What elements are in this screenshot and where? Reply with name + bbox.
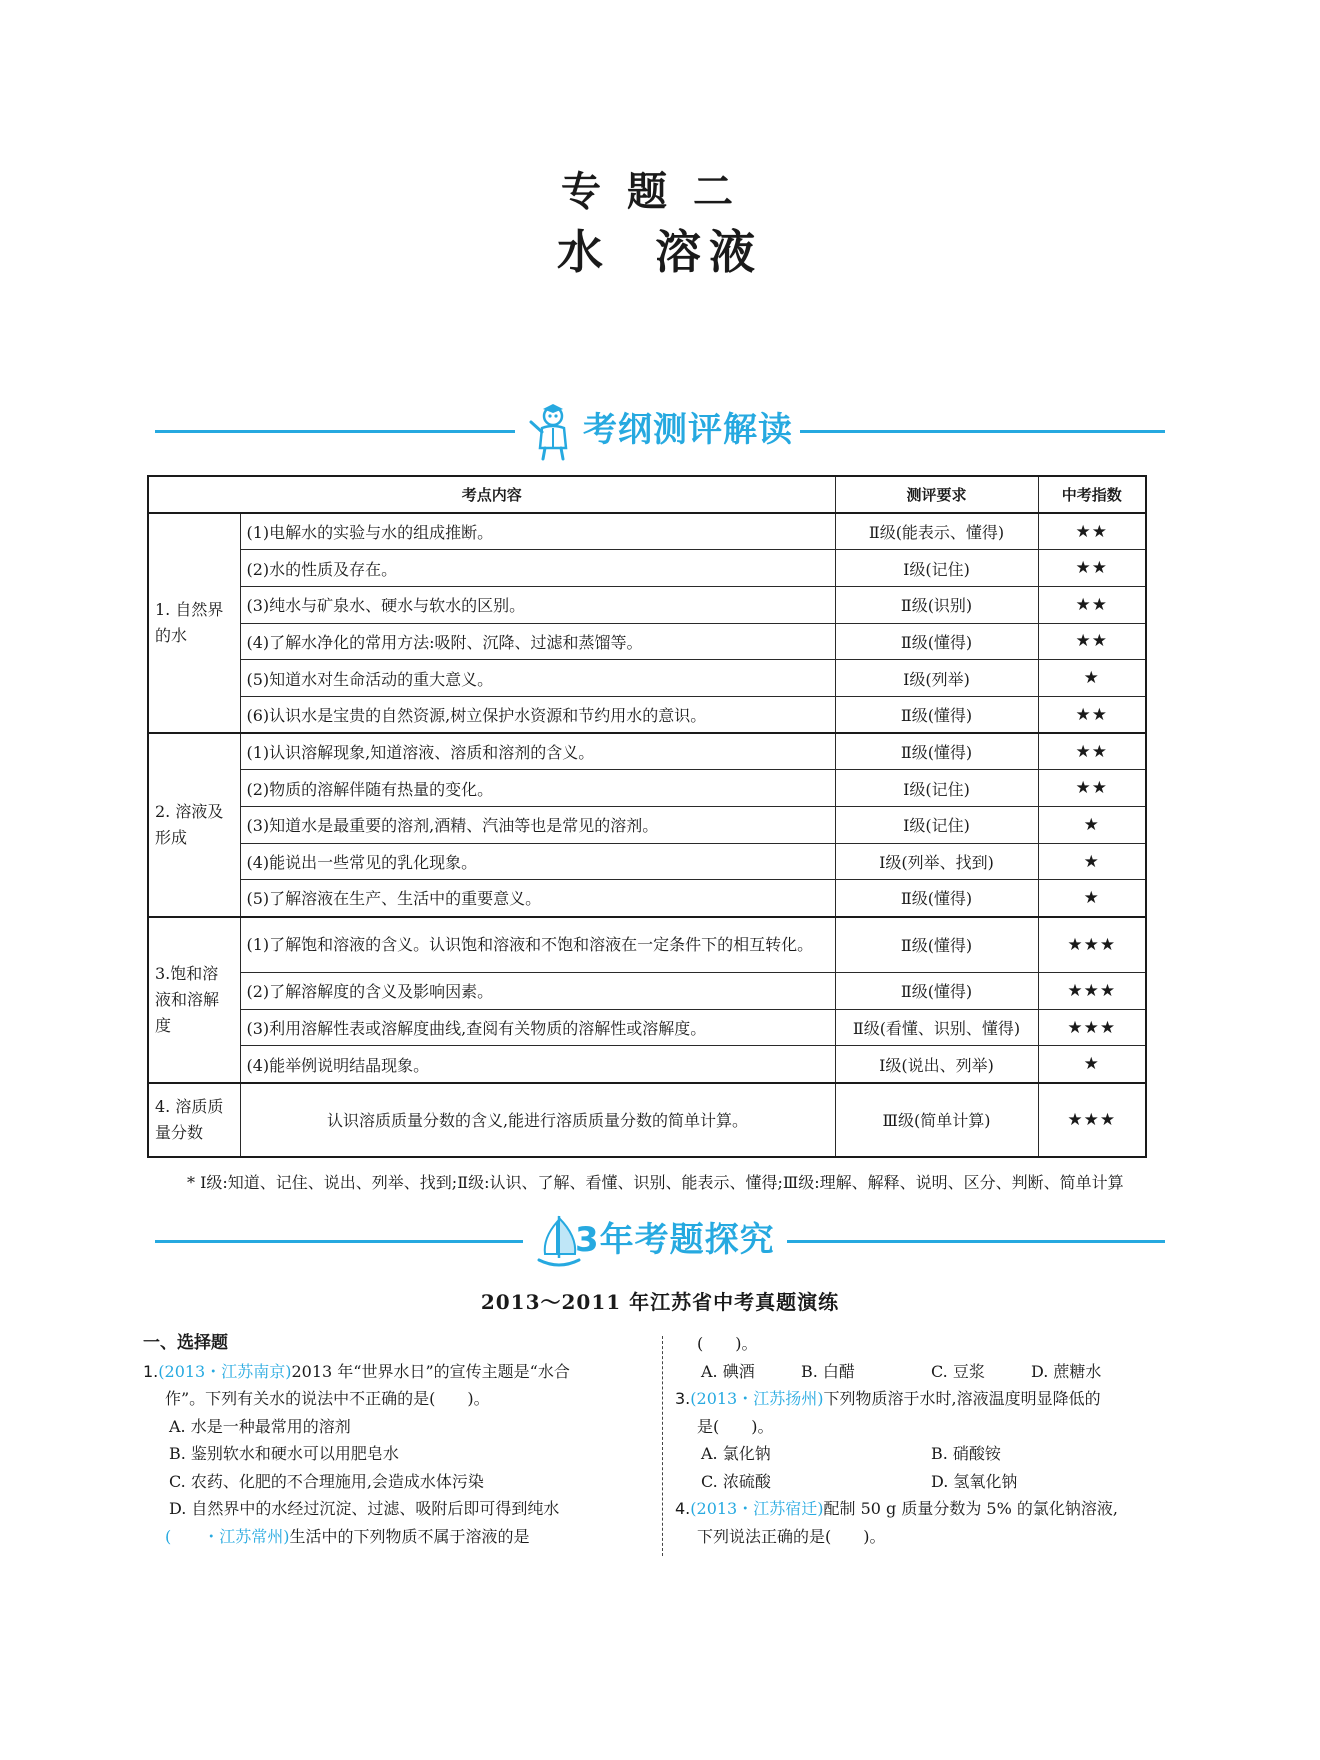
- star-rating: ★: [1038, 660, 1146, 697]
- requirement-cell: Ⅱ级(懂得): [835, 880, 1038, 917]
- star-rating: ★★: [1038, 733, 1146, 770]
- requirement-cell: Ⅰ级(记住): [835, 770, 1038, 807]
- requirement-cell: Ⅱ级(懂得): [835, 696, 1038, 733]
- table-group-4: [148, 1083, 1146, 1157]
- option-b: B. 白醋: [801, 1361, 855, 1381]
- requirement-cell: Ⅱ级(识别): [835, 586, 1038, 623]
- requirement-cell: Ⅱ级(懂得): [835, 917, 1038, 973]
- content-cell: (2)水的性质及存在。: [240, 550, 835, 587]
- question-stem-cont: 下列说法正确的是( )。: [697, 1526, 886, 1546]
- table-row: [148, 843, 1146, 880]
- section-header-syllabus: [155, 396, 1165, 466]
- table-row: [148, 807, 1146, 844]
- star-rating: ★: [1038, 843, 1146, 880]
- question-3: [675, 1385, 1185, 1413]
- table-row: [148, 880, 1146, 917]
- option-c: C. 农药、化肥的不合理施用,会造成水体污染: [169, 1471, 484, 1491]
- star-rating: ★★★: [1038, 917, 1146, 973]
- question-stem-cont: 作”。下列有关水的说法中不正确的是( )。: [165, 1389, 490, 1408]
- table-row: [148, 586, 1146, 623]
- question-stem: 2013 年“世界水日”的宣传主题是“水合: [291, 1361, 570, 1381]
- table-header-row: [148, 476, 1146, 513]
- table-row: [148, 917, 1146, 973]
- content-cell: (6)认识水是宝贵的自然资源,树立保护水资源和节约用水的意识。: [240, 696, 835, 733]
- question-source: ( ・江苏常州): [165, 1526, 290, 1546]
- option-b: B. 鉴别软水和硬水可以用肥皂水: [169, 1444, 399, 1463]
- question-source: (2013・江苏南京): [158, 1361, 292, 1381]
- star-rating: ★★: [1038, 696, 1146, 733]
- exam-practice-title: 2013～2011 年江苏省中考真题演练: [480, 1290, 840, 1314]
- question-stem: 下列物质溶于水时,溶液温度明显降低的: [823, 1389, 1101, 1408]
- question-4: [675, 1495, 1185, 1523]
- question-number: 3.: [675, 1389, 691, 1408]
- section-title-syllabus: 考纲测评解读: [583, 410, 793, 450]
- question-stem-cont: ( )。: [697, 1334, 758, 1353]
- option-b: B. 硝酸铵: [931, 1444, 1001, 1463]
- content-cell: (1)认识溶解现象,知道溶液、溶质和溶剂的含义。: [240, 733, 835, 770]
- chapter-number: 专题二: [561, 169, 759, 215]
- content-cell: (3)利用溶解性表或溶解度曲线,查阅有关物质的溶解性或溶解度。: [240, 1009, 835, 1046]
- question-source: (2013・江苏扬州): [690, 1389, 824, 1408]
- question-2: [143, 1523, 653, 1551]
- requirement-cell: Ⅱ级(懂得): [835, 623, 1038, 660]
- option-d: D. 自然界中的水经过沉淀、过滤、吸附后即可得到纯水: [169, 1499, 560, 1518]
- option-c: C. 浓硫酸: [701, 1471, 771, 1491]
- option-a: A. 碘酒: [701, 1361, 755, 1381]
- requirement-cell: Ⅰ级(列举、找到): [835, 843, 1038, 880]
- section-header-exams: [155, 1206, 1165, 1276]
- requirement-cell: Ⅰ级(列举): [835, 660, 1038, 697]
- header-rule-right: [787, 1240, 1165, 1243]
- option-d: D. 氢氧化钠: [931, 1471, 1018, 1491]
- table-row: [148, 550, 1146, 587]
- option-c: C. 豆浆: [931, 1361, 985, 1381]
- content-cell: (3)纯水与矿泉水、硬水与软水的区别。: [240, 586, 835, 623]
- options-row: [675, 1358, 1185, 1386]
- content-cell: (5)了解溶液在生产、生活中的重要意义。: [240, 880, 835, 917]
- question-column-left: [143, 1330, 653, 1550]
- star-rating: ★★★: [1038, 1083, 1146, 1157]
- question-number: 1.: [143, 1361, 159, 1381]
- star-rating: ★★★: [1038, 973, 1146, 1010]
- star-rating: ★: [1038, 807, 1146, 844]
- category-cell: 3.饱和溶液和溶解度: [148, 917, 240, 1083]
- table-row: [148, 1009, 1146, 1046]
- content-cell: (4)了解水净化的常用方法:吸附、沉降、过滤和蒸馏等。: [240, 623, 835, 660]
- category-cell: 2. 溶液及形成: [148, 733, 240, 916]
- category-cell: 1. 自然界的水: [148, 513, 240, 733]
- star-rating: ★★: [1038, 513, 1146, 550]
- table-row: [148, 696, 1146, 733]
- content-cell: (3)知道水是最重要的溶剂,酒精、汽油等也是常见的溶剂。: [240, 807, 835, 844]
- content-cell: (1)了解饱和溶液的含义。认识饱和溶液和不饱和溶液在一定条件下的相互转化。: [240, 917, 835, 973]
- requirement-cell: Ⅱ级(看懂、识别、懂得): [835, 1009, 1038, 1046]
- table-row: [148, 733, 1146, 770]
- table-row: [148, 623, 1146, 660]
- requirement-cell: Ⅱ级(懂得): [835, 733, 1038, 770]
- chapter-name-part1: 水: [557, 225, 611, 279]
- table-group-2: [148, 733, 1146, 916]
- question-1: [143, 1358, 653, 1386]
- section-title-exams: 3年考题探究: [575, 1220, 775, 1260]
- table-row: [148, 1083, 1146, 1157]
- star-rating: ★★★: [1038, 1009, 1146, 1046]
- requirement-cell: Ⅰ级(说出、列举): [835, 1046, 1038, 1083]
- header-rule-left: [155, 430, 515, 433]
- requirement-cell: Ⅰ级(记住): [835, 807, 1038, 844]
- header-requirement: 测评要求: [835, 476, 1038, 513]
- content-cell: (2)物质的溶解伴随有热量的变化。: [240, 770, 835, 807]
- question-stem-cont: 是( )。: [697, 1416, 774, 1436]
- content-cell: (2)了解溶解度的含义及影响因素。: [240, 973, 835, 1010]
- table-row: [148, 973, 1146, 1010]
- header-rule-right: [800, 430, 1165, 433]
- star-rating: ★★: [1038, 550, 1146, 587]
- category-cell: 4. 溶质质量分数: [148, 1083, 240, 1157]
- table-row: [148, 770, 1146, 807]
- column-divider: [662, 1336, 663, 1556]
- star-rating: ★: [1038, 880, 1146, 917]
- content-cell: (4)能举例说明结晶现象。: [240, 1046, 835, 1083]
- question-source: (2013・江苏宿迁): [690, 1499, 824, 1518]
- chapter-title: [0, 168, 1320, 280]
- table-row: [148, 513, 1146, 550]
- requirement-cell: Ⅰ级(记住): [835, 550, 1038, 587]
- content-cell: (1)电解水的实验与水的组成推断。: [240, 513, 835, 550]
- question-column-right: [675, 1330, 1185, 1550]
- options-row: [675, 1440, 1185, 1468]
- star-rating: ★★: [1038, 586, 1146, 623]
- content-cell: 认识溶质质量分数的含义,能进行溶质质量分数的简单计算。: [240, 1083, 835, 1157]
- content-cell: (5)知道水对生命活动的重大意义。: [240, 660, 835, 697]
- requirement-cell: Ⅱ级(能表示、懂得): [835, 513, 1038, 550]
- chapter-name-part2: 溶液: [655, 225, 763, 279]
- requirement-cell: Ⅲ级(简单计算): [835, 1083, 1038, 1157]
- table-group-3: [148, 917, 1146, 1083]
- requirement-cell: Ⅱ级(懂得): [835, 973, 1038, 1010]
- header-index: 中考指数: [1038, 476, 1146, 513]
- teacher-mascot-icon: [523, 402, 577, 462]
- question-stem: 生活中的下列物质不属于溶液的是: [289, 1526, 530, 1546]
- table-group-1: [148, 513, 1146, 733]
- syllabus-table: [147, 475, 1147, 1158]
- option-d: D. 蔗糖水: [1031, 1361, 1102, 1381]
- question-stem: 配制 50 g 质量分数为 5% 的氯化钠溶液,: [823, 1499, 1118, 1518]
- chapter-name: [0, 224, 1320, 280]
- option-a: A. 氯化钠: [701, 1444, 771, 1463]
- header-rule-left: [155, 1240, 523, 1243]
- star-rating: ★★: [1038, 623, 1146, 660]
- option-a: A. 水是一种最常用的溶剂: [169, 1416, 351, 1436]
- table-row: [148, 660, 1146, 697]
- header-content: 考点内容: [148, 476, 835, 513]
- table-row: [148, 1046, 1146, 1083]
- section-label-choice: 一、选择题: [143, 1333, 228, 1353]
- content-cell: (4)能说出一些常见的乳化现象。: [240, 843, 835, 880]
- options-row: [675, 1468, 1185, 1496]
- level-footnote: * Ⅰ级:知道、记住、说出、列举、找到;Ⅱ级:认识、了解、看懂、识别、能表示、懂得;Ⅲ级:理解、解释、说明、区分、判断、简单计算: [187, 1173, 1124, 1192]
- question-number: 4.: [675, 1499, 691, 1518]
- star-rating: ★: [1038, 1046, 1146, 1083]
- star-rating: ★★: [1038, 770, 1146, 807]
